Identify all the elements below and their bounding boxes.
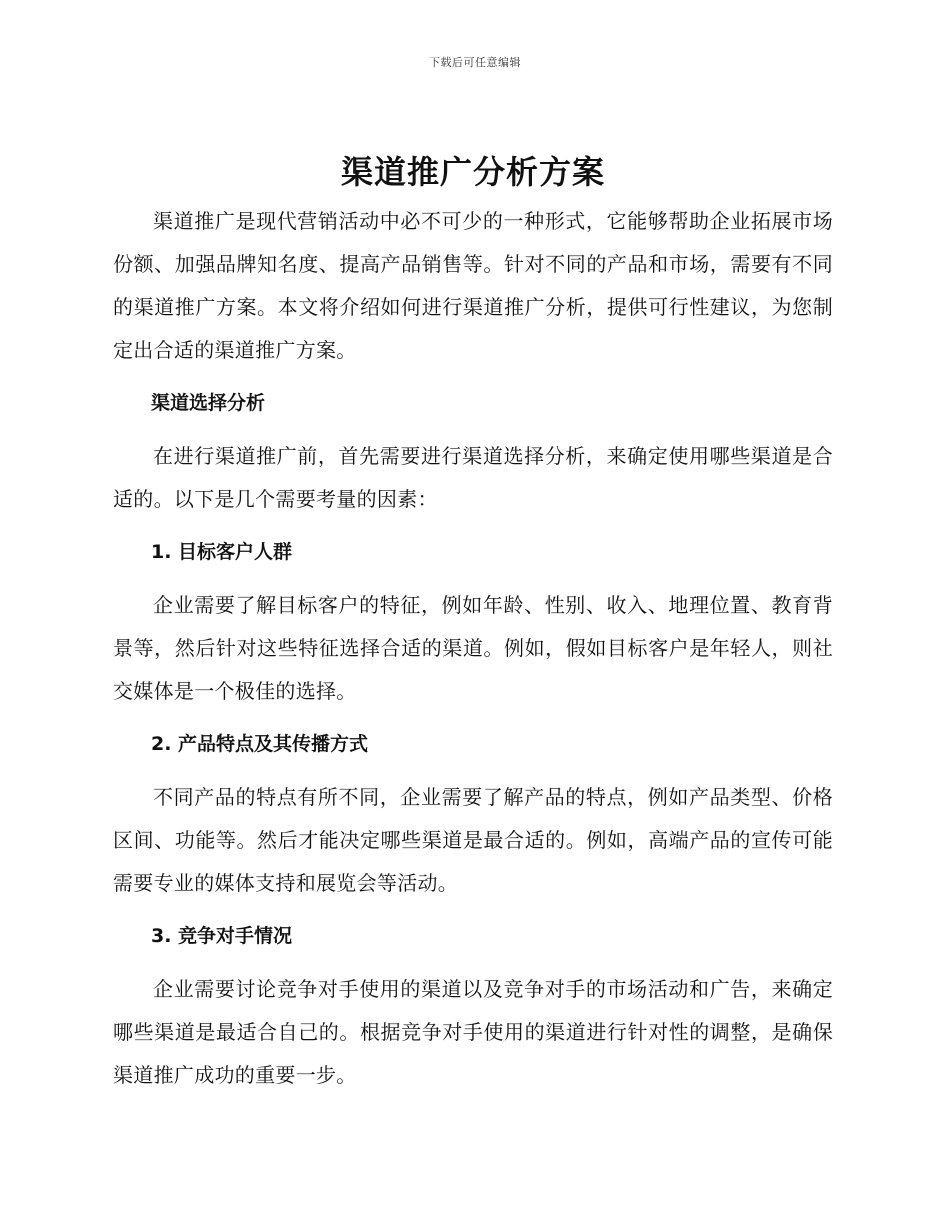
channel-selection-paragraph: 在进行渠道推广前，首先需要进行渠道选择分析，来确定使用哪些渠道是合适的。以下是几个需要考量的因素： <box>113 444 833 511</box>
document-body <box>113 150 833 1107</box>
section-heading-competitors: 3. 竞争对手情况 <box>151 925 293 947</box>
section-heading-product-features: 2. 产品特点及其传播方式 <box>151 733 369 755</box>
section-heading-channel-selection: 渠道选择分析 <box>151 392 266 414</box>
header-note: 下载后可任意编辑 <box>429 56 521 69</box>
product-features-paragraph: 不同产品的特点有所不同，企业需要了解产品的特点，例如产品类型、价格区间、功能等。然后才能决定哪些渠道是最合适的。例如，高端产品的宣传可能需要专业的媒体支持和展览会等活动。 <box>113 785 833 895</box>
section-heading-target-customers: 1. 目标客户人群 <box>151 541 293 563</box>
intro-paragraph: 渠道推广是现代营销活动中必不可少的一种形式，它能够帮助企业拓展市场份额、加强品牌知名度、提高产品销售等。针对不同的产品和市场，需要有不同的渠道推广方案。本文将介绍如何进行渠道推广分析，提供可行性建议，为您制定出合适的渠道推广方案。 <box>113 209 833 362</box>
competitors-paragraph: 企业需要讨论竞争对手使用的渠道以及竞争对手的市场活动和广告，来确定哪些渠道是最适合自己的。根据竞争对手使用的渠道进行针对性的调整，是确保渠道推广成功的重要一步。 <box>113 977 833 1087</box>
target-customers-paragraph: 企业需要了解目标客户的特征，例如年龄、性别、收入、地理位置、教育背景等，然后针对这些特征选择合适的渠道。例如，假如目标客户是年轻人，则社交媒体是一个极佳的选择。 <box>113 593 833 703</box>
document-title: 渠道推广分析方案 <box>340 153 605 191</box>
